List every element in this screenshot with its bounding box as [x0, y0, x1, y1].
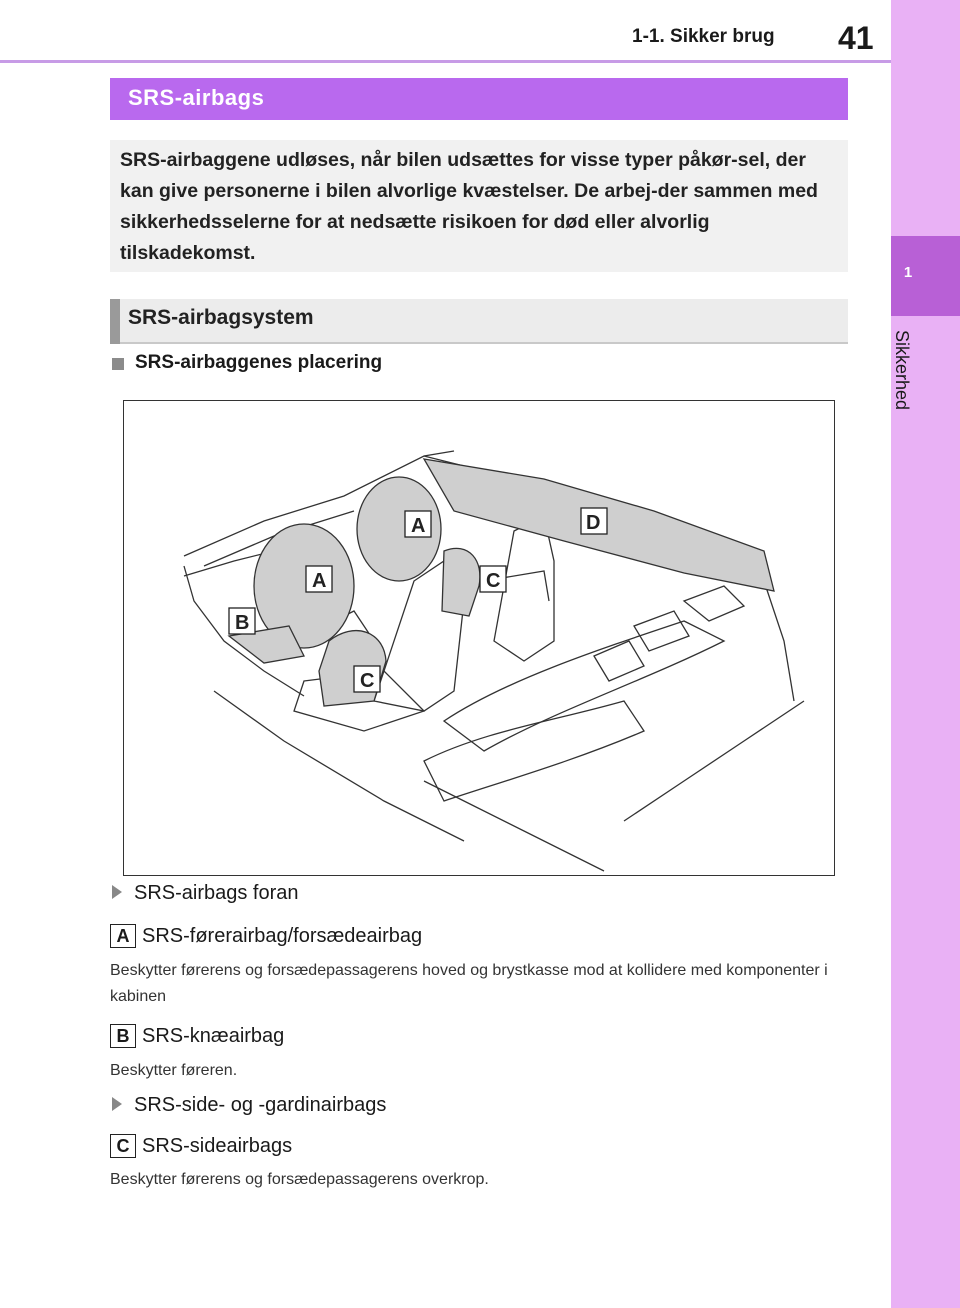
- running-header-section: 1-1. Sikker brug: [632, 26, 775, 47]
- header-divider: [0, 60, 891, 63]
- callout-c-driver: C: [360, 670, 375, 692]
- chapter-label: [882, 330, 932, 430]
- callout-a-driver: A: [312, 570, 327, 592]
- front-airbags-heading-text: SRS-airbags foran: [134, 882, 299, 904]
- callout-c-passenger: C: [486, 570, 501, 592]
- arrow-right-icon: [112, 1097, 122, 1111]
- page-title: SRS-airbags: [128, 85, 265, 110]
- side-airbag-passenger-shape: [442, 548, 480, 616]
- callout-d: D: [586, 512, 601, 534]
- section-accent: [110, 299, 120, 344]
- letter-a-badge: A: [110, 924, 136, 948]
- airbag-figure: [123, 400, 835, 876]
- item-a-description: Beskytter førerens og forsædepassagerens hoved og brystkasse mod at kollidere med komponenter i kabinen: [110, 962, 828, 1005]
- item-b-description: Beskytter føreren.: [110, 1062, 238, 1079]
- section-title: SRS-airbagsystem: [128, 306, 314, 329]
- chapter-label-text: Sikkerhed: [892, 330, 912, 411]
- item-c-description: Beskytter førerens og forsædepassagerens overkrop.: [110, 1171, 489, 1188]
- front-airbags-heading: [112, 882, 299, 905]
- item-b-label: SRS-knæairbag: [142, 1025, 285, 1047]
- chapter-sidebar: [891, 0, 960, 1308]
- side-airbags-heading: [112, 1094, 386, 1117]
- item-c-label: SRS-sideairbags: [142, 1135, 293, 1157]
- page-number: 41: [838, 20, 874, 56]
- item-a-label: SRS-førerairbag/forsædeairbag: [142, 925, 423, 947]
- square-bullet-icon: [112, 358, 124, 370]
- intro-text: SRS-airbaggene udløses, når bilen udsættes for visse typer påkør-sel, der kan give personerne i bilen alvorlige kvæstelser. De arbej-der sammen med sikkerhedsselerne for at nedsætte risikoen for død eller alvorlig tilskadekomst.: [120, 149, 818, 264]
- letter-b-badge: B: [110, 1024, 136, 1048]
- callout-b: B: [235, 612, 250, 634]
- subheading: SRS-airbaggenes placering: [135, 352, 383, 373]
- side-airbags-heading-text: SRS-side- og -gardinairbags: [134, 1094, 387, 1116]
- callout-a-passenger: A: [411, 515, 426, 537]
- arrow-right-icon: [112, 885, 122, 899]
- chapter-number: 1: [903, 264, 913, 281]
- car-interior-illustration: [124, 401, 834, 875]
- letter-c-badge: C: [110, 1134, 136, 1158]
